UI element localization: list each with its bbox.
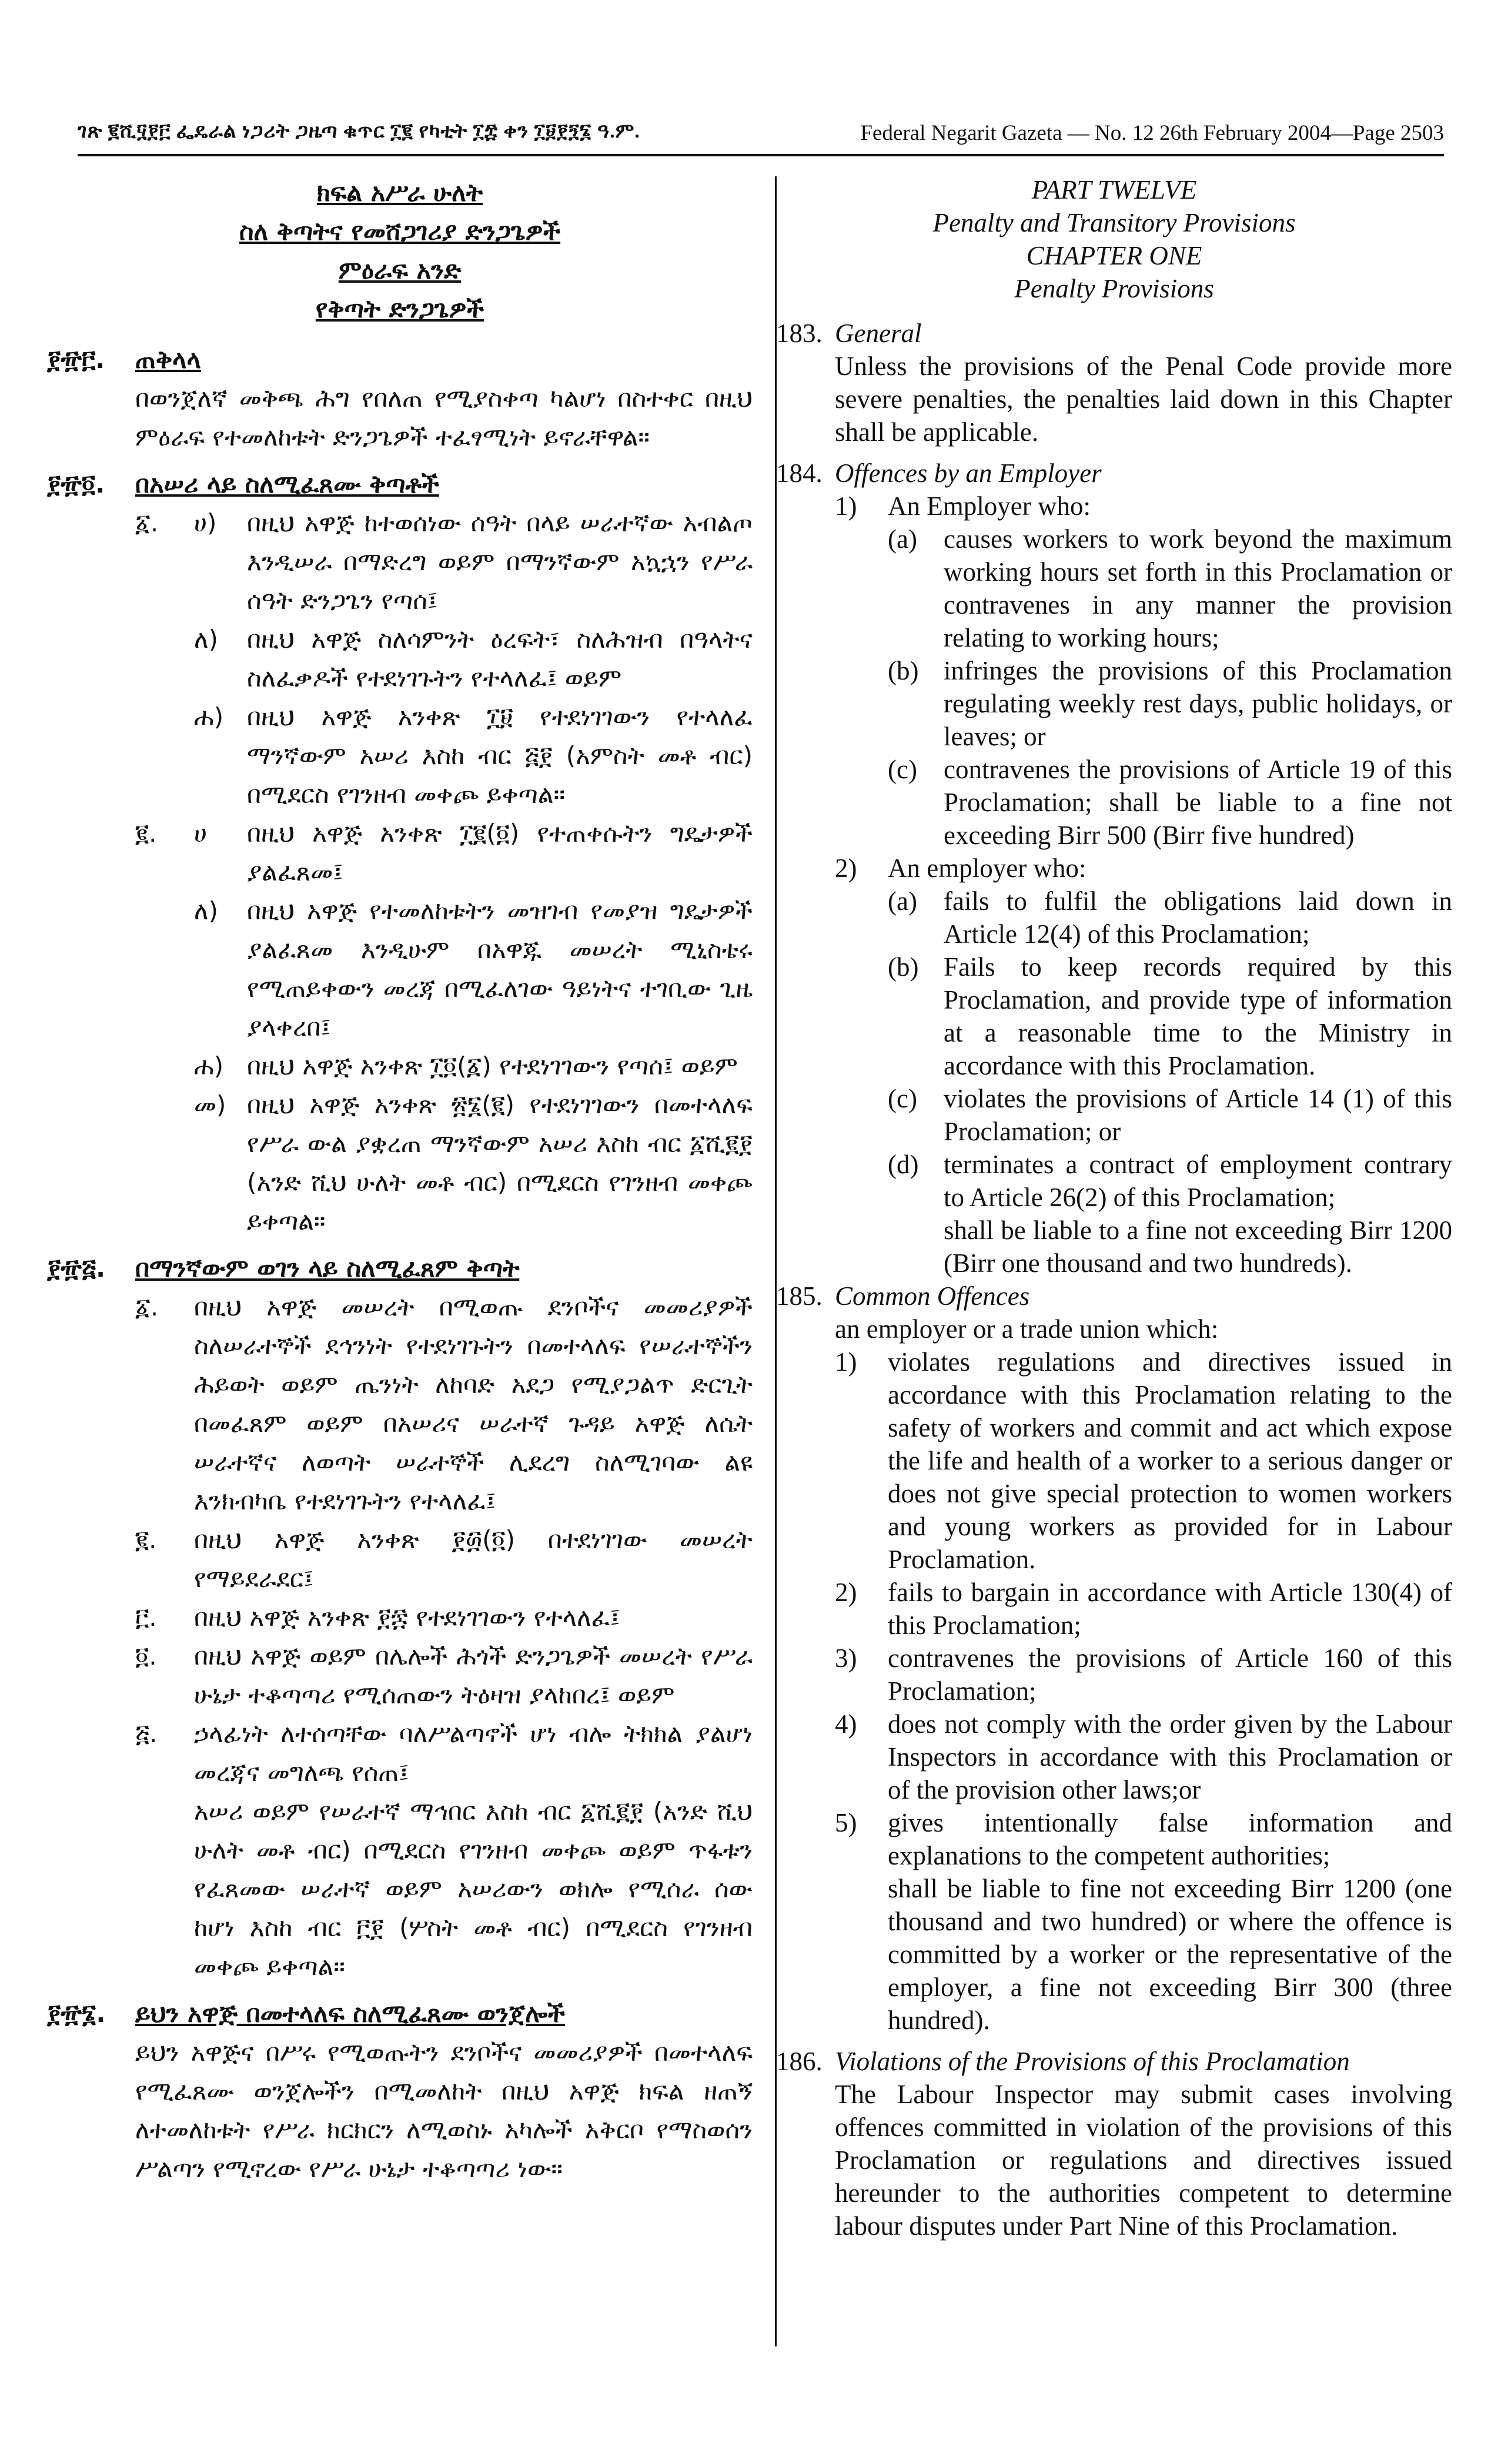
en-s185-tail: shall be liable to fine not exceeding Birr 1200 (one thousand and two hundred) or where the offence is committed by a worker or the representative of the employer, a fine not exceeding Birr 300 (three hundred). (888, 1874, 1452, 2035)
am-s184-2c-num: ሐ) (194, 1052, 224, 1080)
en-s185-2-num: 2) (835, 1578, 857, 1607)
am-s184-2d (194, 1086, 753, 1241)
am-s185-5-text: ኃላፊነት ለተሰጣቸው ባለሥልጣኖች ሆነ ብሎ ትክክል ያልሆነ መረጃና መግለጫ የሰጠ፤ (194, 1719, 753, 1787)
en-s184-1b-text: infringes the provisions of this Proclamation regulating weekly rest days, public holidays, or leaves; or (944, 656, 1452, 751)
am-s184-2d-text: በዚህ አዋጅ አንቀጽ ፳፮(፪) የተደነገገውን በመተላለፍ የሥራ ውል ያቋረጠ ማንኛውም አሠሪ እስከ ብር ፩ሺ፪፻ (አንድ ሺህ ሁለት መቶ ብር) በሚደርስ የገንዘብ መቀጮ ይቀጣል። (247, 1090, 753, 1236)
english-chapter-title: Penalty Provisions (1014, 274, 1214, 303)
en-s185-lead: an employer or a trade union which: (835, 1314, 1219, 1344)
en-s184-1-lead: An Employer who: (888, 491, 1091, 521)
amharic-part: ክፍል አሥራ ሁለት (316, 178, 483, 207)
en-s184-2c-num: (c) (888, 1084, 917, 1113)
english-part-title: Penalty and Transitory Provisions (932, 208, 1296, 237)
header-rule (78, 154, 1444, 156)
am-s184-1b-num: ለ) (194, 625, 218, 654)
en-s184-2 (835, 852, 1452, 885)
en-s183-title (776, 317, 1452, 350)
en-s184-num: 184. (776, 458, 823, 488)
am-s183-text: በወንጀለኛ መቅጫ ሕግ የበለጠ የሚያስቀጣ ካልሆነ በስተቀር በዚህ ምዕራፍ የተመለከቱት ድንጋጌዎች ተፈፃሚነት ይኖራቸዋል። (135, 384, 753, 451)
am-s184-1c-num: ሐ) (194, 702, 224, 731)
en-s184-1c (888, 753, 1452, 852)
am-s183-title (47, 340, 753, 379)
en-s185-4-num: 4) (835, 1709, 857, 1739)
en-s185-5-num: 5) (835, 1808, 857, 1837)
en-s184-2d-num: (d) (888, 1150, 919, 1179)
english-part: PART TWELVE (1031, 175, 1197, 205)
am-s184-1b-text: በዚህ አዋጅ ስለሳምንት ዕረፍት፣ ስለሕዝብ በዓላትና ስለፈቃዶች የተደነገጉትን የተላለፈ፤ ወይም (247, 625, 753, 692)
en-s184-2c-text: violates the provisions of Article 14 (1) of this Proclamation; or (944, 1084, 1452, 1146)
am-s184-1a-num: ሀ) (194, 508, 217, 537)
am-s185-4 (135, 1637, 753, 1715)
am-s184-2b (194, 892, 753, 1047)
en-s183-num: 183. (776, 319, 823, 348)
en-s184-2b (888, 950, 1452, 1082)
am-s186-heading: ይህን አዋጅ በመተላለፍ ስለሚፈጸሙ ወንጀሎች (135, 1999, 565, 2028)
en-s183-text: Unless the provisions of the Penal Code provide more severe penalties, the penalties laid down in this Chapter shall be applicable. (835, 351, 1452, 447)
en-s185-1 (835, 1345, 1452, 1576)
am-s185-1-text: በዚህ አዋጅ መሠረት በሚወጡ ደንቦችና መመሪያዎች ስለሠራተኞች ደኅንነት የተደነገጉትን በመተላለፍ የሠራተኞችን ሕይወት ወይም ጤንነት ለከባድ አደጋ የሚያጋልጥ ድርጊት በመፈጸም ወይም በአሠሪና ሠራተኛ ጉዳይ አዋጅ ለሴት ሠራተኛና ለወጣት ሠራተኞች ሊደረግ ስለሚገባው ልዩ እንክብካቤ የተደነገጉትን የተላለፈ፤ (194, 1293, 753, 1515)
am-s184-1a-text: በዚህ አዋጅ ከተወሰነው ሰዓት በላይ ሠራተኛው አብልጦ እንዲሠራ በማድረግ ወይም በማንኛውም አኳኋን የሥራ ሰዓት ድንጋጌን የጣሰ፤ (247, 508, 753, 615)
am-s185-3-num: ፫. (135, 1603, 157, 1632)
amharic-chapter: ምዕራፍ አንድ (338, 256, 462, 284)
english-column (776, 173, 1452, 2242)
am-s185-1-num: ፩. (135, 1293, 159, 1321)
am-s184-2a (135, 814, 753, 892)
en-s185-4 (835, 1708, 1452, 1806)
am-s185-heading: በማንኛውም ወገን ላይ ስለሚፈጸም ቅጣት (135, 1254, 520, 1283)
en-s185-3 (835, 1642, 1452, 1708)
en-s184-2d-text: terminates a contract of employment contrary to Article 26(2) of this Proclamation; (944, 1150, 1452, 1212)
am-s185-2-text: በዚህ አዋጅ አንቀጽ ፻፴(፬) በተደነገገው መሠረት የማይደራደር፤ (194, 1525, 753, 1593)
am-s184-2b-num: ለ) (194, 896, 218, 925)
en-s186-num: 186. (776, 2047, 823, 2076)
en-s185-2-text: fails to bargain in accordance with Article 130(4) of this Proclamation; (888, 1578, 1452, 1640)
am-s183-num: ፻፹፫. (47, 345, 105, 374)
en-s186-title (776, 2045, 1452, 2078)
am-s184-2b-text: በዚህ አዋጅ የተመለከቱትን መዝገብ የመያዝ ግዴታዎች ያልፈጸመ እንዲሁም በአዋጁ መሠረት ሚኒስቴሩ የሚጠይቀውን መረጃ በሚፈለገው ዓይነትና ተገቢው ጊዜ ያላቀረበ፤ (247, 896, 753, 1042)
en-s185-5 (835, 1806, 1452, 1872)
am-s184-1b (194, 620, 753, 698)
en-s185-1-num: 1) (835, 1347, 857, 1377)
am-s184-2c-text: በዚህ አዋጅ አንቀጽ ፲፬(፩) የተደነገገውን የጣሰ፤ ወይም (247, 1052, 738, 1080)
header-amharic: ገጽ ፪ሺ፶፻፫ ፌዴራል ነጋሪት ጋዜጣ ቁጥር ፲፪ የካቲት ፲፰ ቀን ፲፱፻፺፮ ዓ.ም. (78, 120, 640, 142)
am-s183-heading: ጠቅላላ (135, 345, 201, 374)
en-s185-3-text: contravenes the provisions of Article 160 of this Proclamation; (888, 1643, 1452, 1706)
amharic-heading (47, 173, 753, 329)
en-s184-1a-text: causes workers to work beyond the maximum working hours set forth in this Proclamation or contravenes in any manner the provision relating to working hours; (944, 524, 1452, 652)
en-s185-5-text: gives intentionally false information and explanations to the competent authorities; (888, 1808, 1452, 1870)
en-s186-heading: Violations of the Provisions of this Proclamation (835, 2047, 1350, 2076)
amharic-part-title: ስለ ቅጣትና የመሸጋገሪያ ድንጋጌዎች (239, 217, 561, 246)
header-english: Federal Negarit Gazeta — No. 12 26th February 2004—Page 2503 (860, 121, 1444, 145)
en-s184-2a (888, 885, 1452, 950)
en-s184-1c-text: contravenes the provisions of Article 19 of this Proclamation; shall be liable to a fine not exceeding Birr 500 (Birr five hundred) (944, 755, 1452, 850)
en-s185-4-text: does not comply with the order given by the Labour Inspectors in accordance with this Proclamation or of the provision other laws;or (888, 1709, 1452, 1805)
en-s184-2b-num: (b) (888, 952, 919, 982)
am-s185-4-text: በዚህ አዋጅ ወይም በሌሎች ሕጎች ድንጋጌዎች መሠረት የሥራ ሁኔታ ተቆጣጣሪ የሚሰጠውን ትዕዛዝ ያላከበረ፤ ወይም (194, 1642, 753, 1709)
en-s184-1a-num: (a) (888, 524, 917, 554)
en-s184-1b (888, 654, 1452, 753)
am-s185-tail: አሠሪ ወይም የሠራተኛ ማኅበር እስከ ብር ፩ሺ፪፻ (አንድ ሺህ ሁለት መቶ ብር) በሚደርስ የገንዘብ መቀጮ ወይም ጥፋቱን የፈጸመው ሠራተኛ ወይም አሠሪውን ወክሎ የሚሰራ ሰው ከሆነ እስከ ብር ፫፻ (ሦስት መቶ ብር) በሚደርስ የገንዘብ መቀጮ ይቀጣል። (194, 1797, 753, 1981)
am-s185-2-num: ፪. (135, 1525, 157, 1554)
en-s185-2 (835, 1576, 1452, 1642)
en-s185-title (776, 1280, 1452, 1313)
en-s184-1c-num: (c) (888, 755, 917, 784)
am-s185-num: ፻፹፭. (47, 1254, 106, 1283)
am-s185-5 (135, 1715, 753, 1792)
am-s184-1-num: ፩. (135, 508, 159, 537)
am-s185-2 (135, 1521, 753, 1598)
amharic-column (47, 173, 753, 2188)
am-s185-3-text: በዚህ አዋጅ አንቀጽ ፻፷ የተደነገገውን የተላለፈ፤ (194, 1603, 620, 1632)
en-s184-2b-text: Fails to keep records required by this Proclamation, and provide type of information at a reasonable time to the Ministry in accordance with this Proclamation. (944, 952, 1452, 1080)
en-s184-1b-num: (b) (888, 656, 919, 685)
en-s184-1a (888, 523, 1452, 654)
am-s184-2-num: ፪. (135, 819, 157, 848)
am-s185-3 (135, 1598, 753, 1637)
am-s184-num: ፻፹፬. (47, 470, 105, 498)
am-s184-title (47, 465, 753, 504)
en-s184-1 (835, 490, 1452, 523)
am-s185-title (47, 1249, 753, 1288)
en-s184-2-tail: shall be liable to a fine not exceeding Birr 1200 (Birr one thousand and two hundreds). (944, 1216, 1452, 1278)
en-s183-heading: General (835, 319, 922, 348)
am-s184-1a (135, 504, 753, 620)
en-s184-heading: Offences by an Employer (835, 458, 1102, 488)
am-s184-2a-text: በዚህ አዋጅ አንቀጽ ፲፪(፬) የተጠቀሱትን ግዴታዎች ያልፈጸመ፤ (247, 819, 753, 886)
am-s186-num: ፻፹፮. (47, 1999, 106, 2028)
english-heading (776, 173, 1452, 305)
en-s185-num: 185. (776, 1281, 823, 1311)
am-s186-title (47, 1994, 753, 2033)
am-s185-4-num: ፬. (135, 1642, 157, 1670)
am-s184-2a-num: ሀ (194, 819, 207, 848)
en-s186-text: The Labour Inspector may submit cases involving offences committed in violation of the provisions of this Proclamation or regulations and directives issued hereunder to the authorities competent to determine labour disputes under Part Nine of this Proclamation. (835, 2080, 1452, 2241)
am-s184-heading: በአሠሪ ላይ ስለሚፈጸሙ ቅጣቶች (135, 470, 439, 498)
en-s184-1-num: 1) (835, 491, 857, 521)
am-s184-2d-num: መ) (194, 1090, 226, 1119)
am-s186-text: ይህን አዋጅና በሥሩ የሚወጡትን ደንቦችና መመሪያዎች በመተላለፍ የሚፈጸሙ ወንጀሎችን በሚመለከት በዚህ አዋጅ ክፍል ዘጠኝ ለተመለከቱት የሥራ ክርክርን ለሚወስኑ አካሎች አቅርቦ የማስወሰን ሥልጣን የሚኖረው የሥራ ሁኔታ ተቆጣጣሪ ነው። (135, 2038, 753, 2183)
am-s184-1c-text: በዚህ አዋጅ አንቀጽ ፲፱ የተደነገገውን የተላለፈ ማንኛውም አሠሪ እስከ ብር ፭፻ (አምስት መቶ ብር) በሚደርስ የገንዘብ መቀጮ ይቀጣል። (247, 702, 753, 809)
am-s184-2c (194, 1047, 753, 1086)
en-s185-heading: Common Offences (835, 1281, 1030, 1311)
amharic-chapter-title: የቅጣት ድንጋጌዎች (315, 294, 484, 323)
en-s184-2d (888, 1148, 1452, 1214)
en-s184-2-lead: An employer who: (888, 853, 1087, 883)
english-chapter: CHAPTER ONE (1026, 241, 1202, 270)
am-s185-5-num: ፭. (135, 1719, 158, 1748)
am-s185-1 (135, 1288, 753, 1521)
en-s184-2c (888, 1082, 1452, 1148)
en-s184-title (776, 457, 1452, 490)
en-s185-3-num: 3) (835, 1643, 857, 1673)
en-s184-2a-num: (a) (888, 886, 917, 916)
am-s184-1c (194, 698, 753, 814)
en-s184-2-num: 2) (835, 853, 857, 883)
en-s184-2a-text: fails to fulfil the obligations laid down in Article 12(4) of this Proclamation; (944, 886, 1452, 949)
en-s185-1-text: violates regulations and directives issued in accordance with this Proclamation relating to the safety of workers and commit and act which expose the life and health of a worker to a serious danger or does not give special protection to women workers and young workers as provided for in Labour Proclamation. (888, 1347, 1452, 1574)
